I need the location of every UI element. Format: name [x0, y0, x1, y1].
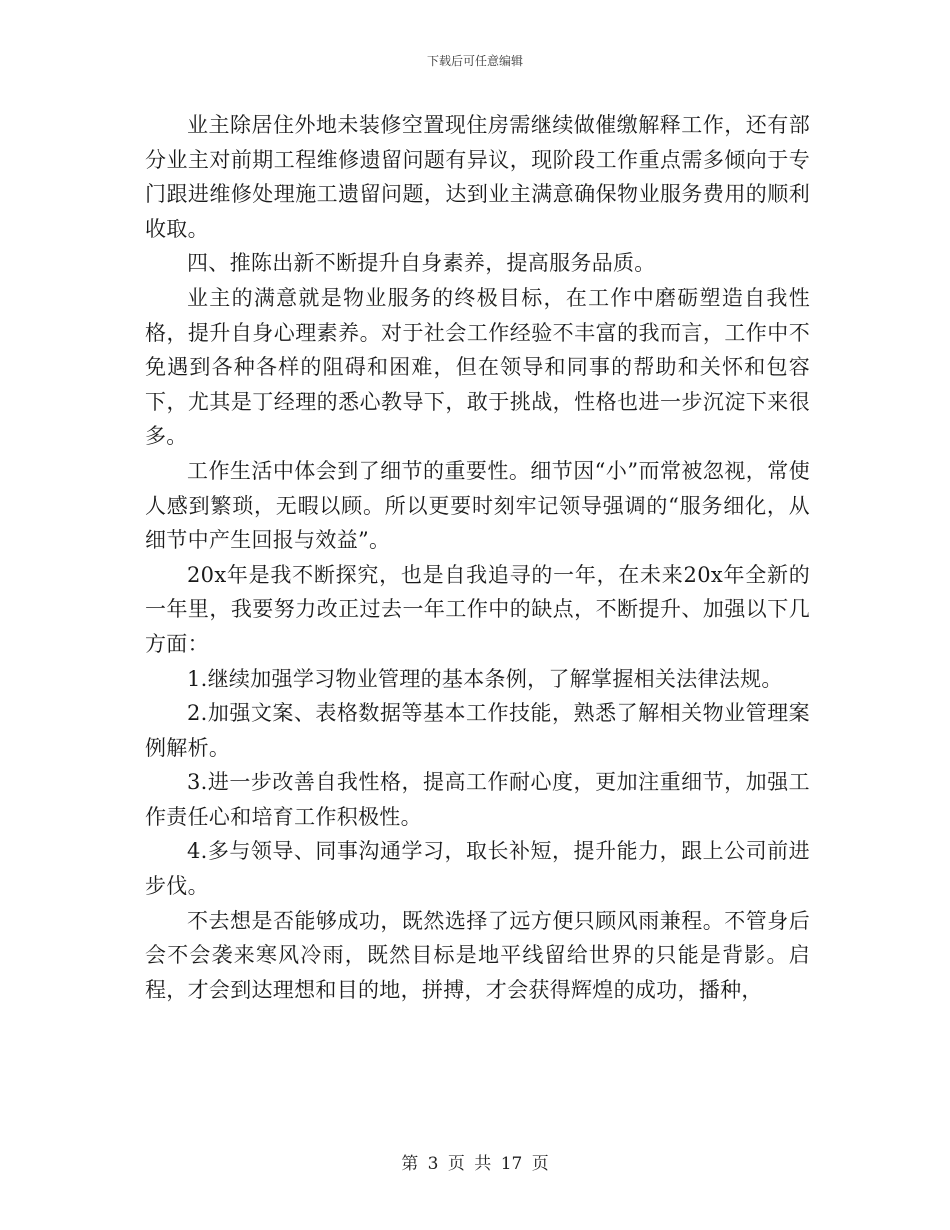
paragraph-1: 业主除居住外地未装修空置现住房需继续做催缴解释工作，还有部分业主对前期工程维修遗留问题有异议，现阶段工作重点需多倾向于专门跟进维修处理施工遗留问题，达到业主满意确保物业服务费用的顺利收取。: [145, 113, 810, 241]
paragraph-5: 20x年是我不断探究，也是自我追寻的一年，在未来20x年全新的一年里，我要努力改正过去一年工作中的缺点，不断提升、加强以下几方面：: [145, 562, 810, 656]
paragraph-6: 不去想是否能够成功，既然选择了远方便只顾风雨兼程。不管身后会不会袭来寒风冷雨，既然目标是地平线留给世界的只能是背影。启程，才会到达理想和目的地，拼搏，才会获得辉煌的成功，播种，: [145, 908, 810, 1002]
list-item-3: 3.进一步改善自我性格，提高工作耐心度，更加注重细节，加强工作责任心和培育工作积极性。: [145, 770, 810, 829]
document-body: [145, 108, 810, 1007]
list-item-2: 2.加强文案、表格数据等基本工作技能，熟悉了解相关物业管理案例解析。: [145, 701, 810, 760]
paragraph-4: 工作生活中体会到了细节的重要性。细节因“小”而常被忽视，常使人感到繁琐，无暇以顾。所以更要时刻牢记领导强调的“服务细化，从细节中产生回报与效益”。: [145, 458, 810, 553]
list-item-1: 1.继续加强学习物业管理的基本条例，了解掌握相关法律法规。: [187, 666, 783, 691]
page-footer: 第 3 页 共 17 页: [401, 1154, 549, 1174]
page-header: 下载后可任意编辑: [426, 54, 523, 68]
list-item-4: 4.多与领导、同事沟通学习，取长补短，提升能力，跟上公司前进步伐。: [145, 839, 810, 899]
paragraph-2: 四、推陈出新不断提升自身素养，提高服务品质。: [187, 251, 656, 276]
paragraph-3: 业主的满意就是物业服务的终极目标，在工作中磨砺塑造自我性格，提升自身心理素养。对于社会工作经验不丰富的我而言，工作中不免遇到各种各样的阻碍和困难，但在领导和同事的帮助和关怀和包容下，尤其是丁经理的悉心教导下，敢于挑战，性格也进一步沉淀下来很多。: [145, 285, 810, 449]
